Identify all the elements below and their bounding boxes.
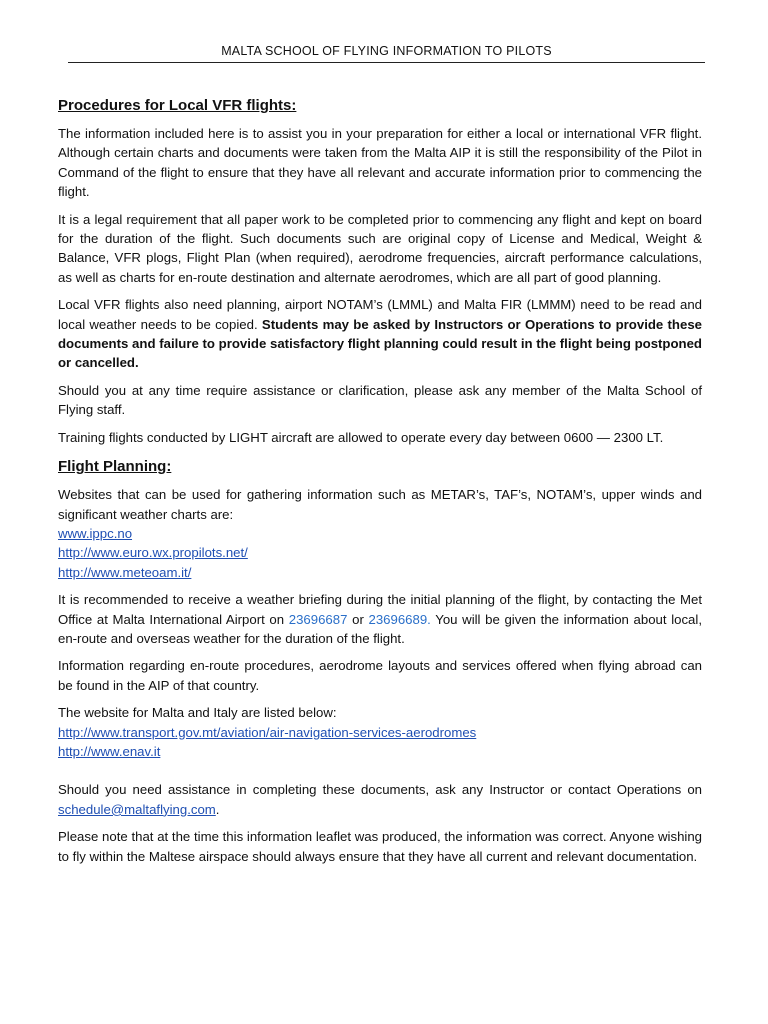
link-meteoam[interactable]: http://www.meteoam.it/ bbox=[58, 564, 192, 580]
spacer bbox=[58, 761, 702, 780]
paragraph-assistance: Should you at any time require assistance or clarification, please ask any member of the Malta School of Flying staff. bbox=[58, 382, 702, 418]
phone-number-2[interactable]: 23696689. bbox=[368, 611, 431, 627]
paragraph-operating-hours: Training flights conducted by LIGHT aircraft are allowed to operate every day between 0600 — 2300 LT. bbox=[58, 429, 664, 445]
malta-italy-intro: The website for Malta and Italy are listed below: bbox=[58, 705, 337, 721]
document-body bbox=[58, 96, 702, 874]
page-header-title: MALTA SCHOOL OF FLYING INFORMATION TO PILOTS bbox=[221, 44, 552, 58]
contact-operations-text: Should you need assistance in completing these documents, ask any Instructor or contact Operations on bbox=[58, 782, 702, 798]
link-transport-gov-mt[interactable]: http://www.transport.gov.mt/aviation/air-navigation-services-aerodromes bbox=[58, 724, 477, 740]
local-planning-warning: Students may be asked by Instructors or Operations to provide these documents and failure to provide satisfactory flight planning could result in the flight being postponed or cancelled. bbox=[58, 316, 702, 371]
header-divider bbox=[68, 62, 705, 63]
paragraph-contact-operations bbox=[58, 780, 702, 819]
section-heading-flight-planning: Flight Planning: bbox=[58, 458, 172, 476]
contact-operations-period: . bbox=[215, 801, 220, 817]
paragraph-websites bbox=[58, 485, 702, 582]
local-planning-text: Local VFR flights also need planning, airport NOTAM’s (LMML) and Malta FIR (LMMM) need to be read and local weather needs to be copied. bbox=[58, 297, 702, 332]
weather-briefing-text: It is recommended to receive a weather briefing during the initial planning of the flight, by contacting the Met Office at Malta International Airport on bbox=[58, 592, 702, 627]
paragraph-disclaimer: Please note that at the time this information leaflet was produced, the information was correct. Anyone wishing to fly within the Maltese airspace should always ensure that they have all current and relevant documentation. bbox=[58, 829, 702, 864]
paragraph-intro: The information included here is to assist you in your preparation for either a local or international VFR flight. Although certain charts and documents were taken from the Malta AIP it is still the responsibility of the Pilot in Command of the flight to ensure that they have all relevant and accurate information prior to commencing the flight. bbox=[58, 126, 702, 200]
link-ippc[interactable]: www.ippc.no bbox=[58, 525, 133, 541]
websites-intro: Websites that can be used for gathering information such as METAR’s, TAF’s, NOTAM’s, upper winds and significant weather charts are: bbox=[58, 487, 702, 522]
paragraph-aip-info: Information regarding en-route procedures, aerodrome layouts and services offered when flying abroad can be found in the AIP of that country. bbox=[58, 658, 702, 693]
weather-briefing-or: or bbox=[347, 611, 369, 627]
section-heading-local-vfr: Procedures for Local VFR flights: bbox=[58, 97, 297, 114]
paragraph-malta-italy-websites bbox=[58, 703, 702, 761]
paragraph-weather-briefing bbox=[58, 590, 702, 648]
paragraph-local-planning bbox=[58, 295, 702, 373]
link-propilots[interactable]: http://www.euro.wx.propilots.net/ bbox=[58, 545, 248, 561]
weather-briefing-text-end: You will be given the information about local, en-route and overseas weather for the duration of the flight. bbox=[58, 611, 702, 646]
phone-number-1[interactable]: 23696687 bbox=[288, 611, 348, 627]
paragraph-legal-requirement: It is a legal requirement that all paper work to be completed prior to commencing any flight and kept on board for the duration of the flight. Such documents such are original copy of License and Medical, Weight & Balance, VFR plogs, Flight Plan (when required), aerodrome frequencies, aircraft performance calculations, as well as charts for en-route destination and alternate aerodromes, which are all part of good planning. bbox=[58, 211, 702, 285]
link-enav[interactable]: http://www.enav.it bbox=[58, 743, 161, 759]
email-link[interactable]: schedule@maltaflying.com bbox=[58, 801, 216, 817]
